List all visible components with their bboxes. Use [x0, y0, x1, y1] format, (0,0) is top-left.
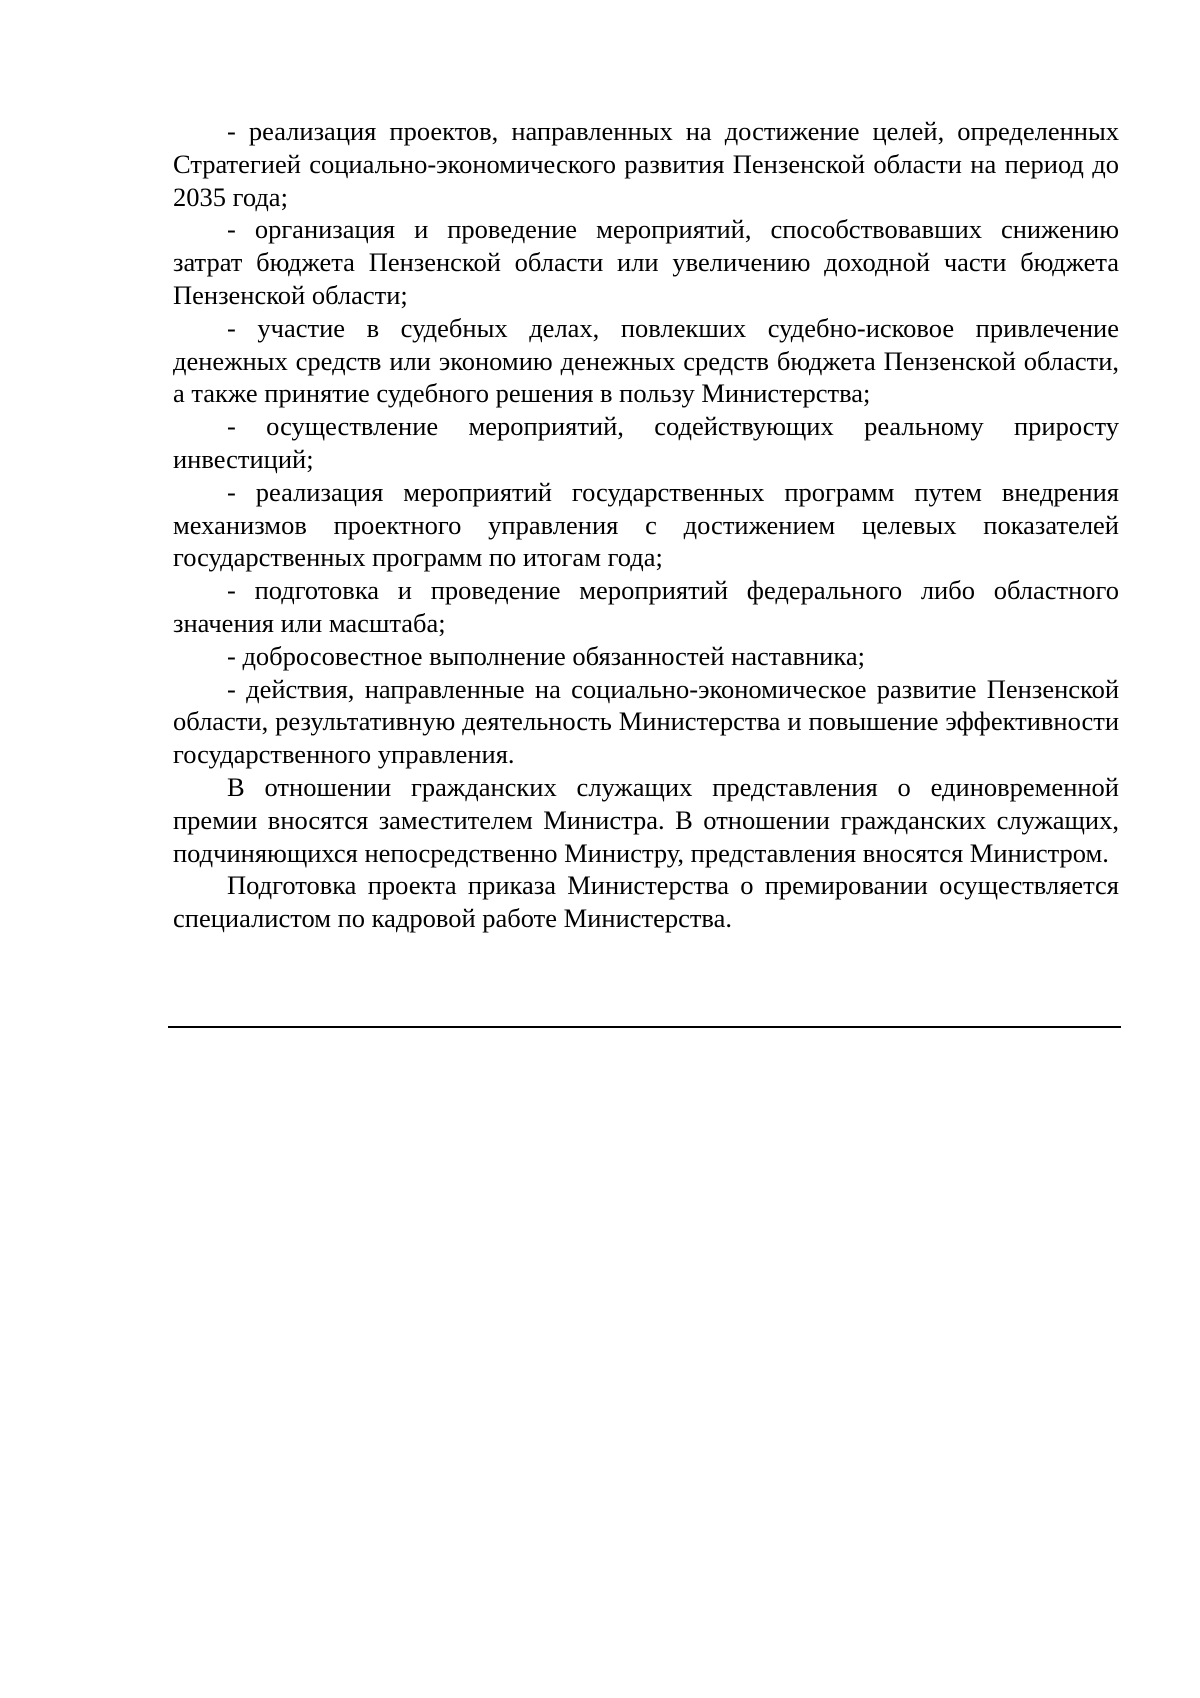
- paragraph-bullet-budget-savings: - организация и проведение мероприятий, способствовавших снижению затрат бюджета Пензенской области или увеличению доходной части бюджета Пензенской области;: [173, 214, 1119, 310]
- paragraph-bullet-state-programs: - реализация мероприятий государственных программ путем внедрения механизмов проектного управления с достижением целевых показателей государственных программ по итогам года;: [173, 476, 1119, 573]
- paragraph-bullet-events: - подготовка и проведение мероприятий федерального либо областного значения или масштаба;: [173, 575, 1119, 638]
- paragraph-order-preparation: Подготовка проекта приказа Министерства о премировании осуществляется специалистом по кадровой работе Министерства.: [173, 870, 1119, 934]
- paragraph-bullet-court-cases: - участие в судебных делах, повлекших судебно-исковое привлечение денежных средств или экономию денежных средств бюджета Пензенской области, а также принятие судебного решения в пользу Министерства;: [173, 312, 1119, 409]
- paragraph-bullet-regional-development: - действия, направленные на социально-экономическое развитие Пензенской области, результативную деятельность Министерства и повышение эффективности государственного управления.: [173, 673, 1119, 770]
- paragraph-bullet-investments: - осуществление мероприятий, содействующих реальному приросту инвестиций;: [173, 411, 1119, 474]
- paragraph-bonus-submissions: В отношении гражданских служащих представления о единовременной премии вносятся заместителем Министра. В отношении гражданских служащих, подчиняющихся непосредственно Министру, представления вносятся Министром.: [173, 771, 1119, 868]
- paragraph-bullet-strategy-projects: - реализация проектов, направленных на достижение целей, определенных Стратегией социально-экономического развития Пензенской области на период до 2035 года;: [173, 116, 1119, 212]
- document-body: [173, 115, 1119, 935]
- closing-horizontal-rule: [168, 1026, 1121, 1028]
- paragraph-bullet-mentorship: - добросовестное выполнение обязанностей наставника;: [227, 640, 865, 671]
